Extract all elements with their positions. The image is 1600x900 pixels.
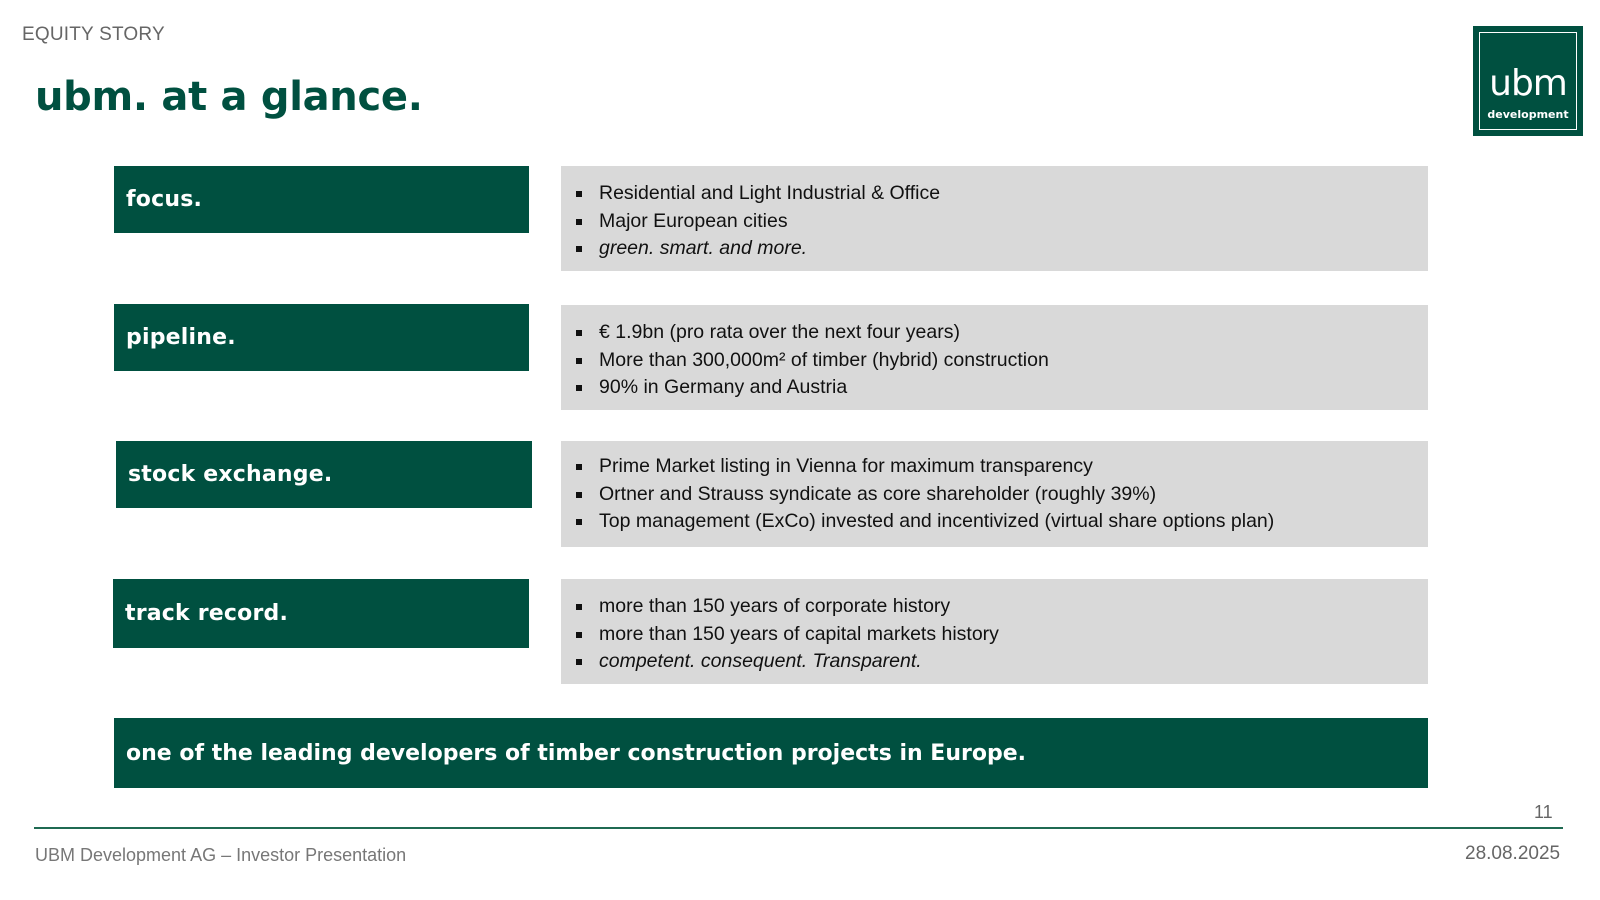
- bullet-item: Major European cities: [575, 208, 1428, 236]
- logo-wordmark: ubm: [1489, 63, 1567, 104]
- bullet-item: Residential and Light Industrial & Office: [575, 180, 1428, 208]
- bullet-item: more than 150 years of capital markets history: [575, 621, 1428, 649]
- bullet-item: More than 300,000m² of timber (hybrid) construction: [575, 347, 1428, 375]
- bullet-item: more than 150 years of corporate history: [575, 593, 1428, 621]
- row-label-focus: focus.: [114, 166, 529, 233]
- footer-divider: [34, 827, 1563, 829]
- bullet-item: € 1.9bn (pro rata over the next four years): [575, 319, 1428, 347]
- bullet-item: Ortner and Strauss syndicate as core shareholder (roughly 39%): [575, 481, 1428, 509]
- bullet-list: [575, 180, 1428, 263]
- bullet-item: competent. consequent. Transparent.: [575, 648, 1428, 676]
- row-content-stock-exchange: [561, 441, 1428, 547]
- bullet-item: Prime Market listing in Vienna for maximum transparency: [575, 453, 1428, 481]
- row-content-focus: [561, 166, 1428, 271]
- page-number: 11: [1534, 802, 1553, 822]
- logo-subtitle: development: [1487, 108, 1569, 121]
- row-content-pipeline: [561, 305, 1428, 410]
- footer-date: 28.08.2025: [1465, 843, 1561, 864]
- row-content-track-record: [561, 579, 1428, 684]
- ubm-logo: [1473, 26, 1583, 136]
- bullet-item: green. smart. and more.: [575, 235, 1428, 263]
- section-label: EQUITY STORY: [22, 24, 165, 45]
- row-label-stock-exchange: stock exchange.: [116, 441, 532, 508]
- page-title: ubm. at a glance.: [35, 74, 423, 120]
- row-label-track-record: track record.: [113, 579, 529, 648]
- bullet-list: [575, 453, 1428, 536]
- bullet-list: [575, 319, 1428, 402]
- bullet-item: Top management (ExCo) invested and incentivized (virtual share options plan): [575, 508, 1428, 536]
- footer-company: UBM Development AG – Investor Presentation: [35, 845, 407, 865]
- bullet-item: 90% in Germany and Austria: [575, 374, 1428, 402]
- summary-banner: one of the leading developers of timber construction projects in Europe.: [114, 718, 1428, 788]
- bullet-list: [575, 593, 1428, 676]
- row-label-pipeline: pipeline.: [114, 304, 529, 371]
